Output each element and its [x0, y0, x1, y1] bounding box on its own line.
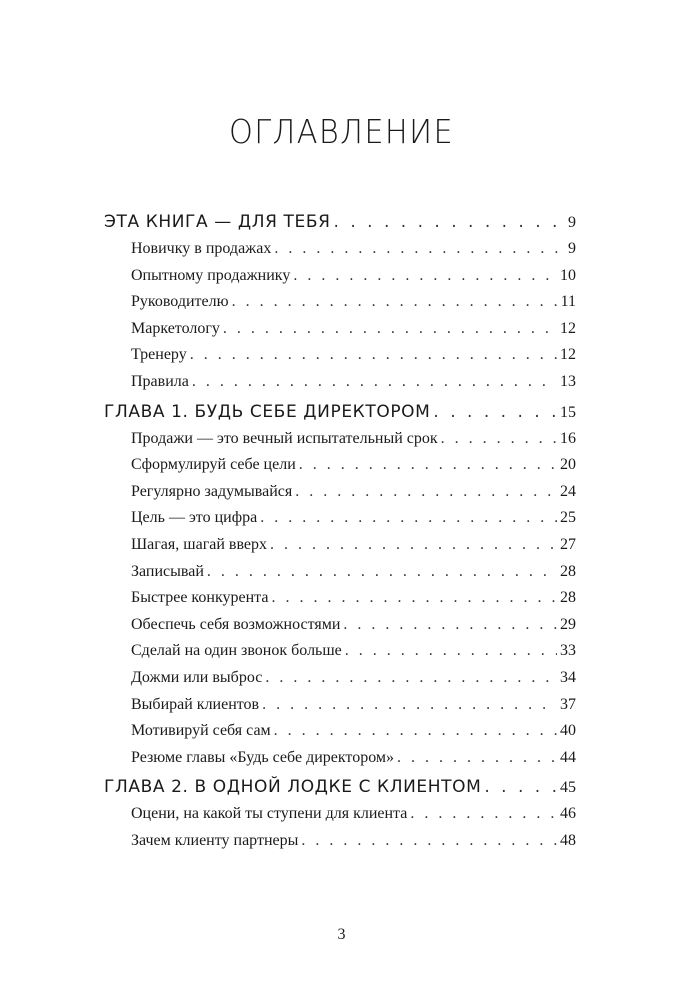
dot-leader: [295, 479, 557, 506]
toc-entry-title: Резюме главы «Будь себе директором»: [131, 748, 395, 766]
toc-entry-title: Оцени, на какой ты ступени для клиента: [131, 805, 408, 823]
toc-entry-title: ЭТА КНИГА — ДЛЯ ТЕБЯ: [104, 212, 331, 232]
toc-entry-page: 10: [560, 266, 576, 284]
dot-leader: [190, 342, 557, 369]
toc-entry-page: 15: [560, 403, 576, 421]
toc-section-entry: [104, 505, 576, 532]
toc-entry-title: Цель — это цифра: [131, 509, 258, 527]
toc-entry-page: 20: [560, 456, 576, 474]
toc-section-entry: [104, 342, 576, 369]
table-of-contents: [104, 208, 576, 854]
dot-leader: [441, 426, 557, 453]
toc-chapter-entry: [104, 773, 576, 801]
dot-leader: [484, 773, 557, 801]
dot-leader: [207, 559, 557, 586]
toc-entry-title: Сделай на один звонок больше: [131, 642, 342, 660]
dot-leader: [334, 208, 565, 236]
toc-entry-page: 34: [560, 668, 576, 686]
dot-leader: [301, 828, 557, 855]
dot-leader: [260, 505, 557, 532]
toc-entry-title: ГЛАВА 2. В ОДНОЙ ЛОДКЕ С КЛИЕНТОМ: [104, 777, 482, 798]
toc-entry-page: 40: [560, 722, 576, 740]
toc-section-entry: [104, 263, 576, 290]
toc-entry-page: 9: [568, 240, 576, 257]
toc-chapter-entry: [104, 398, 576, 426]
dot-leader: [262, 692, 557, 719]
toc-chapter-entry: [104, 208, 576, 236]
toc-entry-page: 48: [560, 831, 576, 849]
toc-entry-page: 37: [560, 695, 576, 713]
toc-entry-page: 28: [560, 589, 576, 607]
toc-entry-title: Записывай: [131, 562, 204, 580]
toc-section-entry: [104, 289, 576, 316]
dot-leader: [265, 665, 557, 692]
toc-section-entry: [104, 236, 576, 263]
dot-leader: [232, 289, 558, 316]
toc-entry-page: 46: [560, 805, 576, 823]
toc-section-entry: [104, 585, 576, 612]
toc-entry-page: 16: [560, 429, 576, 447]
dot-leader: [343, 612, 557, 639]
toc-entry-page: 13: [560, 372, 576, 390]
toc-entry-page: 12: [560, 319, 576, 337]
toc-entry-page: 28: [560, 562, 576, 580]
toc-entry-page: 25: [560, 509, 576, 527]
dot-leader: [293, 263, 557, 290]
toc-entry-title: Мотивируй себя сам: [131, 722, 271, 740]
toc-section-entry: [104, 665, 576, 692]
toc-entry-title: Новичку в продажах: [131, 240, 272, 257]
toc-entry-page: 44: [560, 748, 576, 766]
dot-leader: [270, 532, 557, 559]
toc-entry-title: Дожми или выброс: [131, 668, 263, 686]
toc-section-entry: [104, 718, 576, 745]
dot-leader: [397, 745, 557, 772]
toc-entry-page: 33: [560, 642, 576, 660]
dot-leader: [274, 718, 557, 745]
toc-entry-title: Правила: [131, 372, 189, 390]
toc-section-entry: [104, 316, 576, 343]
page-number: 3: [337, 926, 346, 943]
toc-section-entry: [104, 369, 576, 396]
dot-leader: [433, 398, 557, 426]
toc-section-entry: [104, 638, 576, 665]
toc-entry-page: 29: [560, 615, 576, 633]
toc-entry-title: ГЛАВА 1. БУДЬ СЕБЕ ДИРЕКТОРОМ: [104, 401, 431, 422]
toc-entry-page: 9: [568, 214, 576, 231]
toc-entry-title: Быстрее конкурента: [131, 589, 269, 607]
toc-entry-title: Тренеру: [131, 346, 187, 364]
toc-entry-title: Выбирай клиентов: [131, 695, 260, 713]
dot-leader: [271, 585, 557, 612]
dot-leader: [345, 638, 557, 665]
toc-entry-title: Регулярно задумывайся: [131, 482, 293, 500]
toc-section-entry: [104, 452, 576, 479]
page-title: ОГЛАВЛЕНИЕ: [228, 112, 455, 151]
toc-section-entry: [104, 479, 576, 506]
toc-entry-page: 24: [560, 482, 576, 500]
toc-section-entry: [104, 828, 576, 855]
toc-section-entry: [104, 801, 576, 828]
dot-leader: [274, 236, 565, 263]
toc-entry-title: Маркетологу: [131, 319, 220, 337]
dot-leader: [223, 316, 557, 343]
toc-section-entry: [104, 745, 576, 772]
toc-section-entry: [104, 612, 576, 639]
dot-leader: [192, 369, 557, 396]
toc-entry-page: 45: [560, 779, 576, 797]
toc-entry-title: Зачем клиенту партнеры: [131, 831, 299, 849]
toc-entry-title: Обеспечь себя возможностями: [131, 615, 341, 633]
toc-section-entry: [104, 692, 576, 719]
toc-section-entry: [104, 532, 576, 559]
toc-entry-title: Руководителю: [131, 293, 229, 311]
toc-entry-title: Шагая, шагай вверх: [131, 535, 268, 553]
toc-section-entry: [104, 559, 576, 586]
toc-entry-title: Продажи — это вечный испытательный срок: [131, 429, 438, 447]
dot-leader: [410, 801, 557, 828]
toc-entry-page: 27: [560, 535, 576, 553]
toc-section-entry: [104, 426, 576, 453]
toc-entry-title: Опытному продажнику: [131, 266, 291, 284]
dot-leader: [299, 452, 557, 479]
toc-entry-page: 12: [560, 346, 576, 364]
toc-entry-title: Сформулируй себе цели: [131, 456, 296, 474]
toc-entry-page: 11: [560, 293, 576, 311]
